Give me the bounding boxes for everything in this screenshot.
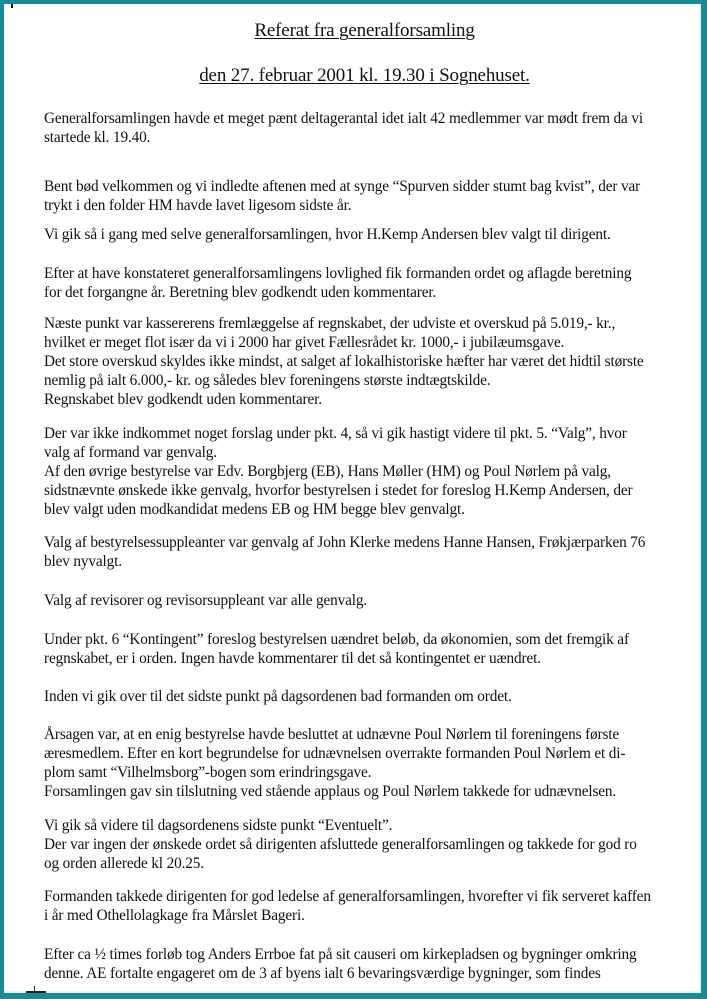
- text-line: nemlig på ialt 6.000,- kr. og således blev foreningens største indtægtskilde.: [44, 372, 491, 389]
- text-line: og orden allerede kl 20.25.: [44, 855, 204, 872]
- paragraph-chairman-election: [44, 225, 684, 244]
- paragraph-any-other-business: [44, 816, 684, 873]
- paragraph-chairman-speaks: [44, 687, 684, 706]
- text-line: plom samt “Vilhelmsborg”-bogen som erindringsgave.: [44, 764, 372, 781]
- paragraph-accounts: [44, 314, 684, 409]
- text-line: Næste punkt var kassererens fremlæggelse af regnskabet, der udviste et overskud på 5.019,- kr.,: [44, 315, 616, 332]
- text-line: trykt i den folder HM havde lavet ligesom sidste år.: [44, 197, 352, 214]
- paragraph-membership-fee: [44, 630, 684, 668]
- text-line: Inden vi gik over til det sidste punkt på dagsordenen bad formanden om ordet.: [44, 688, 512, 705]
- paragraph-attendance: [44, 109, 684, 147]
- document-title: Referat fra generalforsamling: [254, 20, 475, 41]
- text-line: Generalforsamlingen havde et meget pænt deltagerantal idet ialt 42 medlemmer var mødt frem da vi: [44, 110, 643, 127]
- text-line: Vi gik så videre til dagsordenens sidste punkt “Eventuelt”.: [44, 817, 393, 834]
- text-line: for det forgangne år. Beretning blev godkendt uden kommentarer.: [44, 284, 437, 301]
- text-line: Efter at have konstateret generalforsamlingens lovlighed fik formanden ordet og aflagde beretning: [44, 265, 632, 282]
- text-line: i år med Othellolagkage fra Mårslet Bageri.: [44, 907, 305, 924]
- document-subtitle: den 27. februar 2001 kl. 19.30 i Sognehuset.: [199, 65, 530, 86]
- text-line: blev nyvalgt.: [44, 553, 122, 570]
- paragraph-report: [44, 264, 684, 302]
- text-line: Årsagen var, at en enig bestyrelse havde besluttet at udnævne Poul Nørlem til foreningens første: [44, 726, 620, 743]
- text-line: startede kl. 19.40.: [44, 129, 151, 146]
- text-line: Formanden takkede dirigenten for god ledelse af generalforsamlingen, hvorefter vi fik serveret kaffen: [44, 888, 651, 905]
- text-line: Af den øvrige bestyrelse var Edv. Borgbjerg (EB), Hans Møller (HM) og Poul Nørlem på valg,: [44, 463, 611, 480]
- text-line: æresmedlem. Efter en kort begrundelse for udnævnelsen overrakte formanden Poul Nørlem et di-: [44, 745, 626, 762]
- text-line: Valg af bestyrelsessuppleanter var genvalg af John Klerke medens Hanne Hansen, Frøkjærparken 76: [44, 534, 646, 551]
- text-line: denne. AE fortalte engageret om de 3 af byens ialt 6 bevaringsværdige bygninger, som findes: [44, 965, 601, 982]
- paragraph-elections: [44, 424, 684, 519]
- text-line: Der var ingen der ønskede ordet så dirigenten afsluttede generalforsamlingen og takkede for god ro: [44, 836, 637, 853]
- text-line: Der var ikke indkommet noget forslag under pkt. 4, så vi gik hastigt videre til pkt. 5. “Valg”, hvor: [44, 425, 627, 442]
- text-line: Valg af revisorer og revisorsuppleant var alle genvalg.: [44, 592, 368, 609]
- text-line: sidstnævnte ønskede ikke genvalg, hvorfor bestyrelsen i stedet for foreslog H.Kemp Andersen, der: [44, 482, 633, 499]
- paragraph-welcome: [44, 177, 684, 215]
- paragraph-substitutes: [44, 533, 684, 571]
- text-line: Regnskabet blev godkendt uden kommentarer.: [44, 391, 322, 408]
- text-line: Bent bød velkommen og vi indledte aftenen med at synge “Spurven sidder stumt bag kvist”, der var: [44, 178, 641, 195]
- text-line: regnskabet, er i orden. Ingen havde kommentarer til det så kontingentet er uændret.: [44, 650, 541, 667]
- paragraph-causerie: [44, 945, 684, 983]
- text-line: Forsamlingen gav sin tilslutning ved stående applaus og Poul Nørlem takkede for udnævnelsen.: [44, 783, 617, 800]
- paragraph-honorary-member: [44, 725, 684, 801]
- scanned-page: [4, 4, 701, 993]
- text-line: hvilket er meget flot især da vi i 2000 har givet Fællesrådet kr. 1000,- i jubilæumsgave.: [44, 334, 565, 351]
- paragraph-coffee: [44, 887, 684, 925]
- text-line: valg af formand var genvalg.: [44, 444, 217, 461]
- text-line: blev valgt uden modkandidat medens EB og HM begge blev genvalgt.: [44, 501, 465, 518]
- paragraph-auditors: [44, 591, 684, 610]
- text-line: Det store overskud skyldes ikke mindst, at salget af lokalhistoriske hæfter har været det hidtil største: [44, 353, 644, 370]
- text-line: Efter ca ½ times forløb tog Anders Errboe fat på sit causeri om kirkepladsen og bygninger omkring: [44, 946, 637, 963]
- text-line: Vi gik så i gang med selve generalforsamlingen, hvor H.Kemp Andersen blev valgt til dirigent.: [44, 226, 611, 243]
- scan-artifact-mark: [26, 991, 46, 993]
- scan-artifact-mark: [11, 4, 13, 8]
- text-line: Under pkt. 6 “Kontingent” foreslog bestyrelsen uændret beløb, da økonomien, som det fremgik af: [44, 631, 629, 648]
